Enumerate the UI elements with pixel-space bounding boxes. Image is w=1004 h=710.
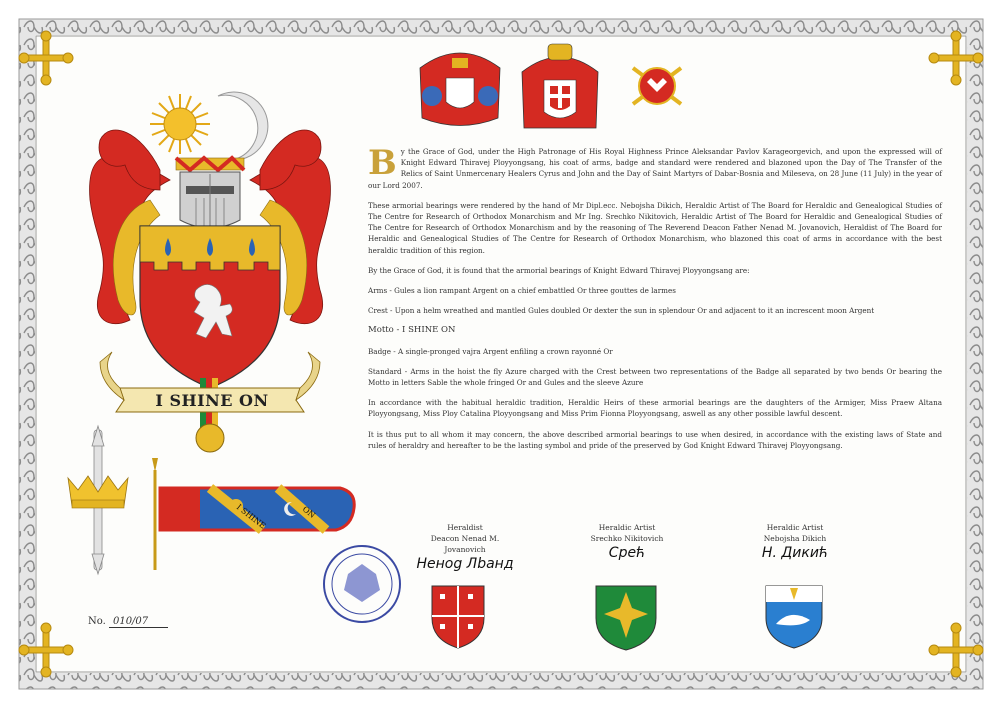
intro-paragraph: By the Grace of God, under the High Patronage of His Royal Highness Prince Aleksandar Pavlov Karageorgevich, and upon the expressed will of Knight Edward Thiravej Ployyongsang, his coat of arms, badge and standard were rendered and blazoned upon the Day of The Transfer of the Relics of Saint Unmercenary Healers Cyrus and John and the Day of Saint Martyrs of Dabar-Bosnia and Mileseva, on 28 June (11 July) in the year of our Lord 2007. <box>368 143 942 190</box>
shield-icon <box>140 226 280 388</box>
increscent-moon-icon <box>218 92 268 160</box>
number-value: 010/07 <box>109 616 168 628</box>
signature-role: Heraldist <box>447 523 483 532</box>
signature-role: Heraldic Artist <box>766 523 824 532</box>
drop-cap: B <box>368 143 397 183</box>
found-that-paragraph: By the Grace of God, it is found that the armorial bearings of Knight Edward Thiravej Ployyongsang are: <box>368 265 750 275</box>
crest-paragraph: Crest - Upon a helm wreathed and mantled Gules doubled Or dexter the sun in splendour Or and adjacent to it an increscent moon Argent <box>368 306 875 316</box>
signature-scrawl: Неноg Лbанд <box>416 556 514 572</box>
helm-icon <box>180 172 240 228</box>
signature-name: Srechko Nikitovich <box>590 534 664 543</box>
letters-patent-text <box>368 143 942 460</box>
standard-motto-part1: I SHINE <box>234 502 268 531</box>
motto-scroll-text: I SHINE ON <box>155 391 269 410</box>
signature-heraldist <box>410 522 520 570</box>
signature-artist-1 <box>572 522 682 559</box>
medal-icon <box>196 424 224 452</box>
signature-scrawl: Срећ <box>608 545 646 561</box>
rendered-by-paragraph: These armorial bearings were rendered by the hand of Mr Dipl.ecc. Nebojsha Dikich, Heraldic Artist of The Board for Heraldic and Genealogical Studies of The Centre for Research of Orthodox Monarchism and Mr Ing. Srechko Nikitovich, Heraldic Artist of The Board for Heraldic and Genealogical Studies of The Centre for Research of Orthodox Monarchism and by the reasoning of The Reverend Deacon Father Nenad M. Jovanovich, Heraldist of The Board for Heraldic and Genealogical Studies of The Centre for Research of Orthodox Monarchism, who blazoned this coat of arms in accordance with the best heraldic tradition of this region. <box>368 200 942 255</box>
signature-scrawl: Н. Дикић <box>761 545 829 561</box>
standard-motto-part2: ON <box>300 504 317 520</box>
signature-role: Heraldic Artist <box>598 523 656 532</box>
circular-seal-emblem-icon <box>633 68 681 104</box>
conclusion-paragraph: It is thus put to all whom it may concern, the above described armorial bearings to use when desired, in accordance with the existing laws of State and rules of heraldry and hereafter to be the lasting symbol and pride of the preserved by God Knight Edward Thiravej Ployyongsang. <box>368 429 942 450</box>
badge-paragraph: Badge - A single-pronged vajra Argent enfiling a crown rayonné Or <box>368 346 613 356</box>
signature-name: Nebojsha Dikich <box>763 534 827 543</box>
royal-arms-small-icon <box>420 53 500 126</box>
motto-paragraph: Motto - I SHINE ON <box>368 325 456 336</box>
number-label: No. <box>88 616 106 627</box>
arms-paragraph: Arms - Gules a lion rampant Argent on a chief embattled Or three gouttes de larmes <box>368 286 676 296</box>
heirs-paragraph: In accordance with the habitual heraldic tradition, Heraldic Heirs of these armorial bearings are the daughters of the Armiger, Miss Praew Altana Ployyongsang, Miss Ploy Catalina Ployyongsang and Miss Prim Fionna Ployyongsang, aswell as any other possible lawful descent. <box>368 398 942 419</box>
serbian-royal-arms-icon <box>522 44 598 128</box>
official-seal-stamp-icon <box>324 546 400 622</box>
standard-paragraph: Standard - Arms in the hoist the fly Azure charged with the Crest between two representations of the Badge all separated by two bends Or bearing the Motto in letters Sable the whole fringed Or and Gules and the sleeve Azure <box>368 366 942 388</box>
artist-shield-vert-icon <box>596 586 656 650</box>
heraldist-shield-icon <box>432 586 484 648</box>
signature-artist-2 <box>740 522 850 559</box>
sun-in-splendour-icon <box>150 94 210 154</box>
artist-shield-azure-icon <box>766 586 822 648</box>
signature-name: Deacon Nenad M. Jovanovich <box>430 534 500 554</box>
badge-vajra-crown-icon <box>68 426 128 574</box>
document-number <box>88 616 168 627</box>
